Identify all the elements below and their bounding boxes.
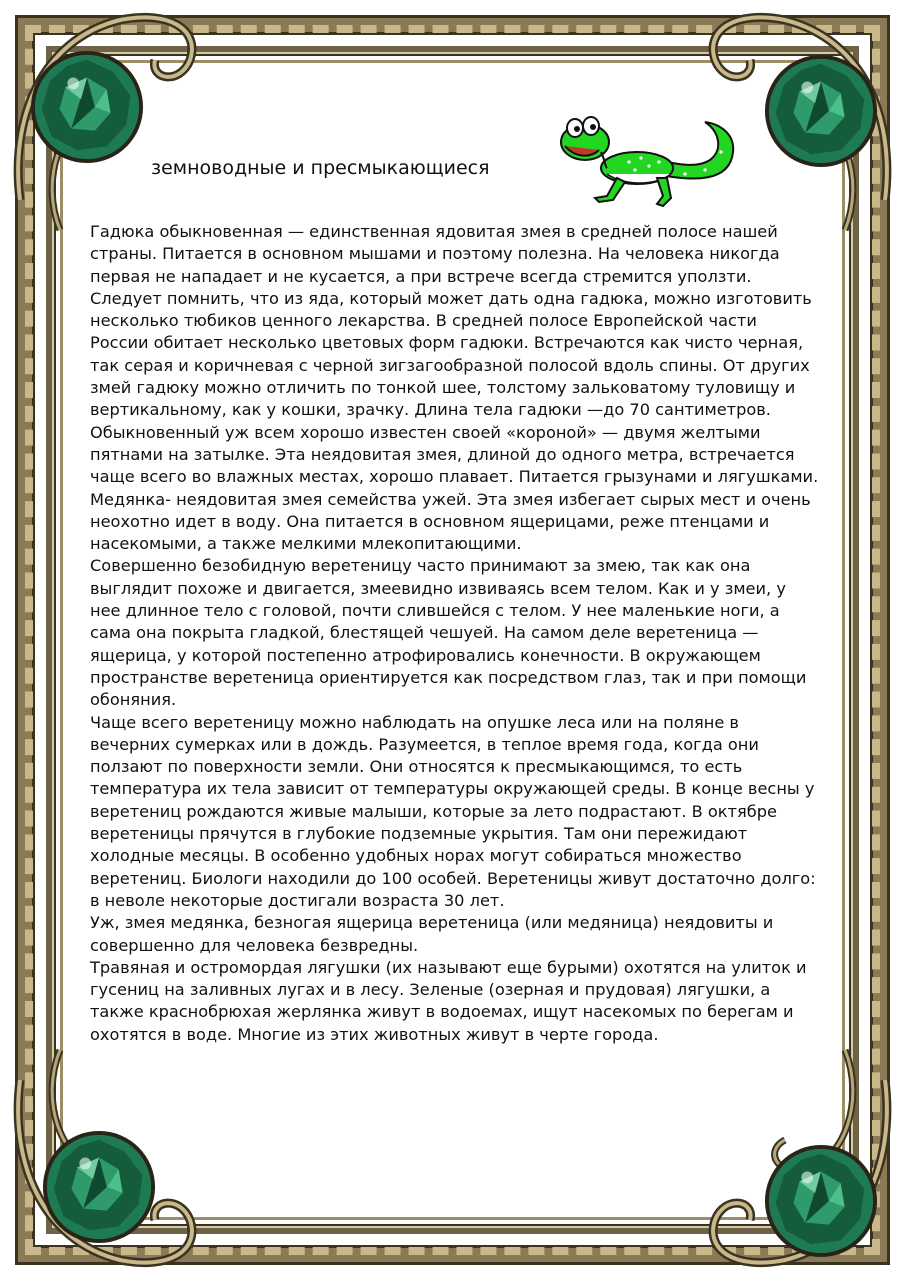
paragraph-viper: Гадюка обыкновенная — единственная ядовитая змея в средней полосе нашей страны. Питается в основном мышами и поэтому полезна. На человека никогда первая не нападает и не кусается, а при встрече всегда стремится уползти. Следует помнить, что из яда, который может дать одна гадюка, можно изготовить несколько тюбиков ценного лекарства. В средней полосе Европейской части России обитает несколько цветовых форм гадюки. Встречаются как чисто черная, так серая и коричневая с черной зигзагообразной полосой вдоль спины. От других змей гадюку можно отличить по тонкой шее, толстому зальковатому туловищу и вертикальному, как у кошки, зрачку. Длина тела гадюки —до 70 сантиметров. [90,222,812,420]
emerald-gem-icon [40,1128,158,1246]
paragraph-grass-snake: Обыкновенный уж всем хорошо известен своей «короной» — двумя желтыми пятнами на затылке. Эта неядовитая змея, длиной до одного метра, встречается чаще всего во влажных местах, хорошо плавает. Питается грызунами и лягушками. [90,422,819,487]
page-title: земноводные и пресмыкающиеся [151,157,490,179]
emerald-gem-icon [762,1142,880,1260]
emerald-gem-icon [762,52,880,170]
green-lizard-icon [545,112,745,212]
paragraph-frogs: Травяная и остромордая лягушки (их называют еще бурыми) охотятся на улиток и гусениц на заливных лугах и в лесу. Зеленые (озерная и прудовая) лягушки, а также краснобрюхая жерлянка живут в водоемах, ищут насекомых по берегам и охотятся в воде. Многие из этих животных живут в черте города. [90,957,807,1044]
paragraph-slow-worm: Совершенно безобидную веретеницу часто принимают за змею, так как она выглядит похоже и двигается, змеевидно извиваясь всем телом. Как и у змеи, у нее длинное тело с головой, почти слившейся с телом. У нее маленькие ноги, а сама она покрыта гладкой, блестящей чешуей. На самом деле веретеница — ящерица, у которой постепенно атрофировались конечности. В окружающем пространстве веретеница ориентируется как посредством глаз, так и при помощи обоняния. [90,556,807,710]
paragraph-harmless-summary: Уж, змея медянка, безногая ящерица веретеница (или медяница) неядовиты и совершенно для человека безвредны. [90,913,774,955]
emerald-gem-icon [28,48,146,166]
article-body [90,221,820,1046]
paragraph-smooth-snake: Медянка- неядовитая змея семейства ужей. Эта змея избегает сырых мест и очень неохотно идет в воду. Она питается в основном ящерицами, реже птенцами и насекомыми, а также мелкими млекопитающими. [90,489,811,554]
paragraph-slow-worm-habits: Чаще всего веретеницу можно наблюдать на опушке леса или на поляне в вечерних сумерках или в дождь. Разумеется, в теплое время года, когда они ползают по поверхности земли. Они относятся к пресмыкающимся, то есть температура их тела зависит от температуры окружающей среды. В конце весны у веретениц рождаются живые малыши, которые за лето подрастают. В октябре веретеницы прячутся в глубокие подземные укрытия. Там они пережидают холодные месяцы. В особенно удобных норах могут собираться множество веретениц. Биологи находили до 100 особей. Веретеницы живут достаточно долго: в неволе некоторые достигали возраста 30 лет. [90,712,816,910]
